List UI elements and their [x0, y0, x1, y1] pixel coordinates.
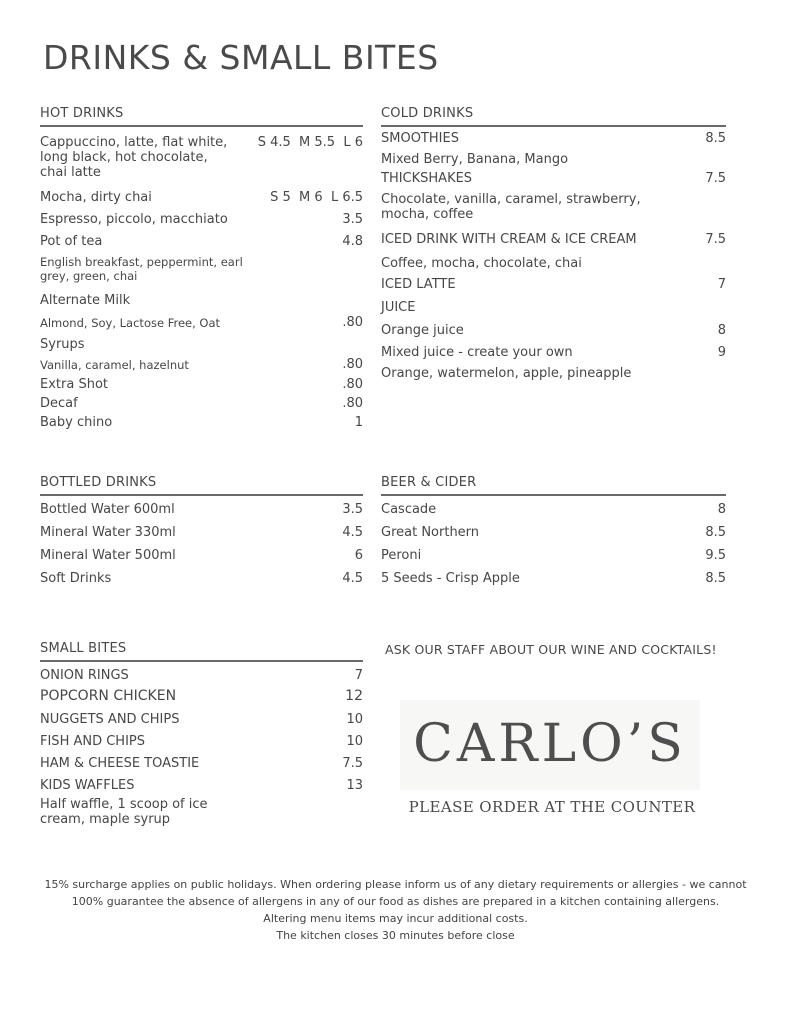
page-title: DRINKS & SMALL BITES: [43, 38, 439, 77]
item-price: 1: [354, 415, 363, 430]
item-name: Vanilla, caramel, hazelnut: [40, 358, 189, 372]
menu-item: [381, 502, 726, 517]
menu-item-description: [381, 152, 726, 167]
item-name: Alternate Milk: [40, 293, 131, 308]
item-price: 4.5: [342, 525, 363, 540]
item-description: Chocolate, vanilla, caramel, strawberry, mocha, coffee: [381, 192, 641, 222]
item-name: Mineral Water 330ml: [40, 525, 176, 540]
kitchen-close-notice: The kitchen closes 30 minutes before close: [276, 929, 515, 942]
menu-item-description: [381, 192, 726, 222]
menu-item: [381, 525, 726, 540]
section-heading: BOTTLED DRINKS: [40, 475, 363, 496]
altering-items-notice: Altering menu items may incur additional costs.: [263, 912, 528, 925]
item-name: Extra Shot: [40, 377, 108, 392]
item-name: Soft Drinks: [40, 571, 112, 586]
menu-item: [40, 190, 363, 205]
menu-item-description: [381, 366, 726, 381]
hot-drinks-section: [40, 106, 363, 430]
menu-subheading: [40, 337, 363, 352]
menu-item: [40, 415, 363, 430]
item-name: Espresso, piccolo, macchiato: [40, 212, 228, 227]
item-name: Great Northern: [381, 525, 480, 540]
item-name: Decaf: [40, 396, 78, 411]
item-price: .80: [342, 315, 363, 330]
menu-item: [381, 345, 726, 360]
item-name: Peroni: [381, 548, 422, 563]
item-price: 7: [717, 277, 726, 292]
menu-item: [40, 548, 363, 563]
section-heading: BEER & CIDER: [381, 475, 726, 496]
menu-item: [40, 525, 363, 540]
item-price: 10: [346, 712, 363, 727]
item-name: JUICE: [381, 300, 416, 315]
menu-subheading: [40, 293, 363, 308]
item-price: .80: [342, 357, 363, 372]
menu-item: [40, 212, 363, 227]
menu-item: [40, 712, 363, 727]
menu-item: [381, 548, 726, 563]
menu-item-description: [40, 797, 363, 827]
menu-item: [40, 668, 363, 683]
menu-item-description: [381, 256, 726, 271]
menu-item: [381, 171, 726, 186]
item-price: .80: [342, 396, 363, 411]
item-price: 8.5: [705, 571, 726, 586]
wine-cocktails-note: ASK OUR STAFF ABOUT OUR WINE AND COCKTAILS!: [385, 642, 717, 657]
menu-item: [40, 756, 363, 771]
item-price: 4.5: [342, 571, 363, 586]
item-price: 7.5: [342, 756, 363, 771]
item-name: ONION RINGS: [40, 668, 129, 683]
item-name: Almond, Soy, Lactose Free, Oat: [40, 316, 221, 330]
item-price: 9.5: [705, 548, 726, 563]
menu-item: [40, 778, 363, 793]
menu-item: [40, 234, 363, 249]
item-price: 8.5: [705, 131, 726, 146]
item-description: Orange, watermelon, apple, pineapple: [381, 366, 632, 381]
item-name: KIDS WAFFLES: [40, 778, 135, 793]
item-description: Half waffle, 1 scoop of ice cream, maple syrup: [40, 797, 208, 827]
item-name: Baby chino: [40, 415, 113, 430]
item-price: 4.8: [342, 234, 363, 249]
menu-item: [40, 571, 363, 586]
section-heading: SMALL BITES: [40, 641, 363, 662]
item-price: 8: [717, 323, 726, 338]
footer-notes: [30, 876, 761, 944]
menu-item: [40, 358, 363, 372]
item-name: HAM & CHEESE TOASTIE: [40, 756, 200, 771]
item-name: Orange juice: [381, 323, 464, 338]
menu-item: [40, 316, 363, 330]
item-name: Bottled Water 600ml: [40, 502, 175, 517]
small-bites-section: [40, 641, 363, 827]
beer-cider-section: [381, 475, 726, 586]
surcharge-allergen-notice: 15% surcharge applies on public holidays. When ordering please inform us of any dietary requirements or allergies - we cannot 100% guarantee the absence of allergens in any of our food as dishes are prepared in a kitchen containing allergens.: [44, 878, 747, 908]
item-name: SMOOTHIES: [381, 131, 459, 146]
item-price: 8.5: [705, 525, 726, 540]
item-price: 3.5: [342, 502, 363, 517]
menu-item: [381, 131, 726, 146]
item-price: 12: [345, 688, 363, 704]
item-name: Mineral Water 500ml: [40, 548, 176, 563]
item-name: Pot of tea: [40, 234, 103, 249]
carlos-logo: CARLO’S: [413, 714, 687, 774]
menu-subheading: [381, 300, 726, 315]
item-name: Mocha, dirty chai: [40, 190, 152, 205]
item-name: NUGGETS AND CHIPS: [40, 712, 180, 727]
item-price: 7: [354, 668, 363, 683]
item-price: 8: [717, 502, 726, 517]
item-price: 7.5: [705, 171, 726, 186]
menu-item-description: [40, 255, 363, 283]
item-description: English breakfast, peppermint, earl grey, green, chai: [40, 255, 243, 283]
item-name: 5 Seeds - Crisp Apple: [381, 571, 520, 586]
item-price: 13: [346, 778, 363, 793]
order-at-counter-note: PLEASE ORDER AT THE COUNTER: [408, 798, 696, 816]
item-price: .80: [342, 377, 363, 392]
cold-drinks-section: [381, 106, 726, 381]
bottled-drinks-section: [40, 475, 363, 586]
item-price: 6: [354, 548, 363, 563]
item-price: S 5 M 6 L 6.5: [270, 190, 363, 205]
menu-item: [381, 323, 726, 338]
item-name: ICED LATTE: [381, 277, 456, 292]
menu-item: [40, 396, 363, 411]
menu-item: [381, 232, 726, 247]
menu-item: [381, 571, 726, 586]
menu-item: [381, 277, 726, 292]
item-name: FISH AND CHIPS: [40, 734, 146, 749]
menu-item: [40, 689, 363, 704]
menu-item: [40, 734, 363, 749]
section-heading: COLD DRINKS: [381, 106, 726, 127]
item-name: POPCORN CHICKEN: [40, 688, 177, 704]
item-name: Cappuccino, latte, flat white, long black, hot chocolate, chai latte: [40, 135, 228, 180]
item-name: THICKSHAKES: [381, 171, 473, 186]
item-description: Mixed Berry, Banana, Mango: [381, 152, 569, 167]
item-name: ICED DRINK WITH CREAM & ICE CREAM: [381, 232, 637, 247]
menu-item: [40, 135, 363, 180]
item-price: 9: [717, 345, 726, 360]
section-heading: HOT DRINKS: [40, 106, 363, 127]
menu-item: [40, 377, 363, 392]
item-price: S 4.5 M 5.5 L 6: [257, 135, 363, 150]
item-name: Mixed juice - create your own: [381, 345, 573, 360]
item-price: 7.5: [705, 232, 726, 247]
item-description: Coffee, mocha, chocolate, chai: [381, 256, 582, 271]
logo-container: [400, 700, 700, 790]
item-name: Cascade: [381, 502, 437, 517]
item-price: 10: [346, 734, 363, 749]
item-price: 3.5: [342, 212, 363, 227]
menu-item: [40, 502, 363, 517]
item-name: Syrups: [40, 337, 85, 352]
